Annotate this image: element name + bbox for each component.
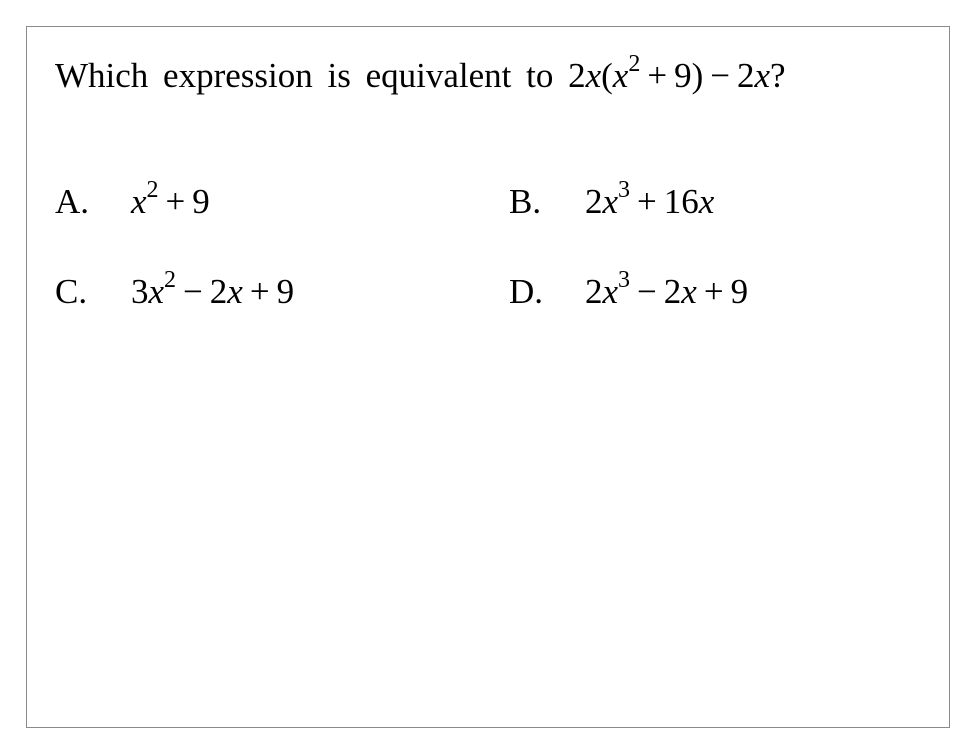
question-text [55,51,786,98]
choice-expression: $x^2 + 9$ [131,177,210,221]
question-expression: $2x(x^2 + 9) - 2x$? [568,51,786,95]
question-card [26,26,950,728]
choice-letter: A. [55,182,90,221]
choice-c[interactable] [55,267,295,314]
choice-expression: $2x^3 + 16x$ [585,177,715,221]
choice-expression: $2x^3 - 2x + 9$ [585,267,749,311]
choice-expression: $3x^2 - 2x + 9$ [131,267,295,311]
choice-letter: C. [55,272,88,311]
question-prompt: Which expression is equivalent to [55,56,554,95]
choice-d[interactable] [509,267,749,314]
choice-letter: B. [509,182,542,221]
choice-a[interactable] [55,177,210,224]
choice-letter: D. [509,272,544,311]
choice-b[interactable] [509,177,715,224]
